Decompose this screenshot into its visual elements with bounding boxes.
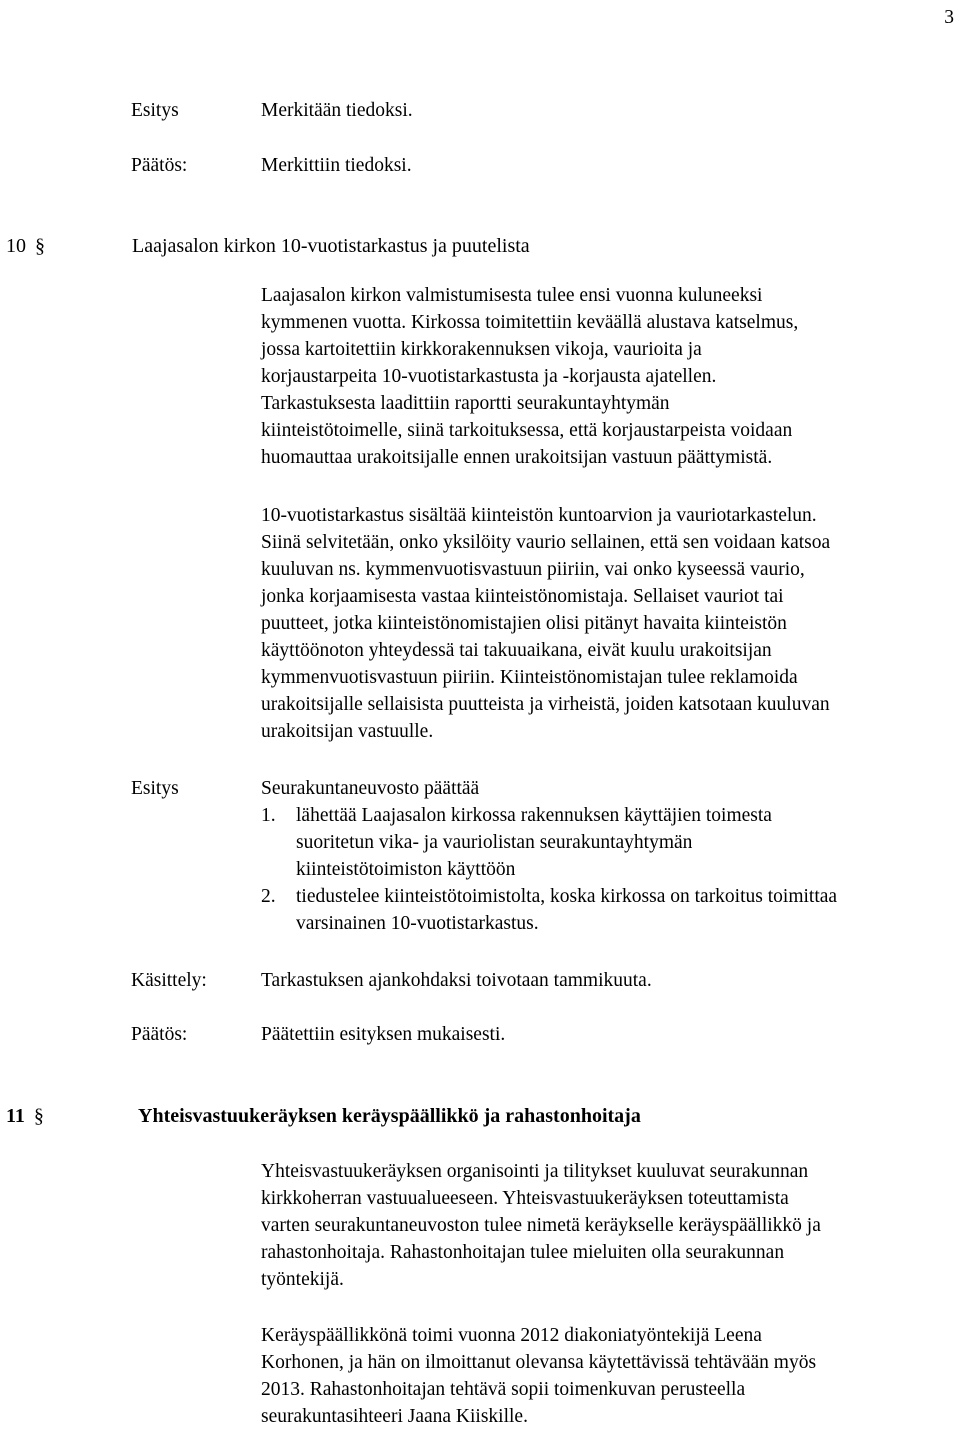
paragraph-line: urakoitsijan vastuulle. <box>261 721 434 742</box>
section-10-esitys-intro: Seurakuntaneuvosto päättää <box>261 778 480 799</box>
kasittely-label: Käsittely: <box>131 970 207 991</box>
paragraph-line: 10-vuotistarkastus sisältää kiinteistön kuntoarvion ja vauriotarkastelun. <box>261 505 817 526</box>
list-item-number: 2. <box>261 886 276 907</box>
list-item-number: 1. <box>261 805 276 826</box>
list-item-line: varsinainen 10-vuotistarkastus. <box>296 913 539 934</box>
section-11-number: 11 <box>6 1105 25 1127</box>
esitys-label: Esitys <box>131 100 179 121</box>
paragraph-line: Yhteisvastuukeräyksen organisointi ja tilitykset kuuluvat seurakunnan <box>261 1161 809 1182</box>
kasittely-text: Tarkastuksen ajankohdaksi toivotaan tammikuuta. <box>261 970 652 991</box>
paragraph-line: kymmenvuotisvastuun piiriin. Kiinteistönomistajan tulee reklamoida <box>261 667 798 688</box>
paragraph-line: puutteet, jotka kiinteistönomistajien olisi pitänyt havaita kiinteistön <box>261 613 787 634</box>
paragraph-line: kuuluvan ns. kymmenvuotisvastuun piiriin, vai onko kyseessä vaurio, <box>261 559 805 580</box>
paatos-label: Päätös: <box>131 155 188 176</box>
paragraph-line: kiinteistötoimelle, siinä tarkoituksessa, että korjaustarpeista voidaan <box>261 420 793 441</box>
paragraph-line: kymmenen vuotta. Kirkossa toimitettiin keväällä alustava katselmus, <box>261 312 799 333</box>
section-10-number: 10 <box>6 235 26 257</box>
paragraph-line: Keräyspäällikkönä toimi vuonna 2012 diakoniatyöntekijä Leena <box>261 1325 762 1346</box>
section-11-paragraph-1 <box>261 1158 821 1293</box>
paragraph-line: seurakuntasihteeri Jaana Kiiskille. <box>261 1406 528 1427</box>
section-10-esitys-label: Esitys <box>131 778 179 799</box>
section-11-heading-number <box>6 1103 44 1130</box>
list-item-line: suoritetun vika- ja vauriolistan seurakuntayhtymän <box>296 832 693 853</box>
section-10-paragraph-2 <box>261 502 830 745</box>
paragraph-line: huomauttaa urakoitsijalle ennen urakoitsijan vastuun päättymistä. <box>261 447 773 468</box>
paragraph-line: jonka korjaamisesta vastaa kiinteistönomistaja. Sellaiset vauriot tai <box>261 586 784 607</box>
section-10-paatos-label: Päätös: <box>131 1024 188 1045</box>
paragraph-line: rahastonhoitaja. Rahastonhoitajan tulee mieluiten olla seurakunnan <box>261 1242 785 1263</box>
paragraph-line: korjaustarpeita 10-vuotistarkastusta ja -korjausta ajatellen. <box>261 366 717 387</box>
list-item-line: lähettää Laajasalon kirkossa rakennuksen käyttäjien toimesta <box>296 805 772 826</box>
decision-list <box>261 802 837 937</box>
list-item-line: tiedustelee kiinteistötoimistolta, koska kirkossa on tarkoitus toimittaa <box>296 886 838 907</box>
section-11-paragraph-2 <box>261 1322 816 1430</box>
paragraph-line: urakoitsijalle sellaisista puutteista ja virheistä, joiden katsotaan kuuluvan <box>261 694 830 715</box>
section-10-paragraph-1 <box>261 282 798 471</box>
paragraph-line: jossa kartoitettiin kirkkorakennuksen vikoja, vaurioita ja <box>261 339 702 360</box>
section-10-heading-number <box>6 233 45 260</box>
section-10-title: Laajasalon kirkon 10-vuotistarkastus ja puutelista <box>132 235 530 257</box>
page-number: 3 <box>944 7 954 28</box>
paatos-text: Merkittiin tiedoksi. <box>261 155 412 176</box>
paragraph-line: kirkkoherran vastuualueeseen. Yhteisvastuukeräyksen toteuttamista <box>261 1188 789 1209</box>
paragraph-line: 2013. Rahastonhoitajan tehtävä sopii toimenkuvan perusteella <box>261 1379 746 1400</box>
section-symbol: § <box>35 235 45 257</box>
paragraph-line: Siinä selvitetään, onko yksilöity vaurio sellainen, että sen voidaan katsoa <box>261 532 831 553</box>
paragraph-line: varten seurakuntaneuvoston tulee nimetä keräykselle keräyspäällikkö ja <box>261 1215 821 1236</box>
list-item <box>261 802 837 883</box>
section-10-paatos-text: Päätettiin esityksen mukaisesti. <box>261 1024 506 1045</box>
esitys-text: Merkitään tiedoksi. <box>261 100 413 121</box>
paragraph-line: käyttöönoton yhteydessä tai takuuaikana, eivät kuulu urakoitsijan <box>261 640 772 661</box>
paragraph-line: työntekijä. <box>261 1269 344 1290</box>
paragraph-line: Korhonen, ja hän on ilmoittanut olevansa käytettävissä tehtävään myös <box>261 1352 817 1373</box>
paragraph-line: Laajasalon kirkon valmistumisesta tulee ensi vuonna kuluneeksi <box>261 285 763 306</box>
section-symbol: § <box>33 1105 44 1127</box>
paragraph-line: Tarkastuksesta laadittiin raportti seurakuntayhtymän <box>261 393 670 414</box>
list-item <box>261 883 837 937</box>
section-11-title: Yhteisvastuukeräyksen keräyspäällikkö ja rahastonhoitaja <box>138 1105 641 1127</box>
list-item-line: kiinteistötoimiston käyttöön <box>296 859 516 880</box>
